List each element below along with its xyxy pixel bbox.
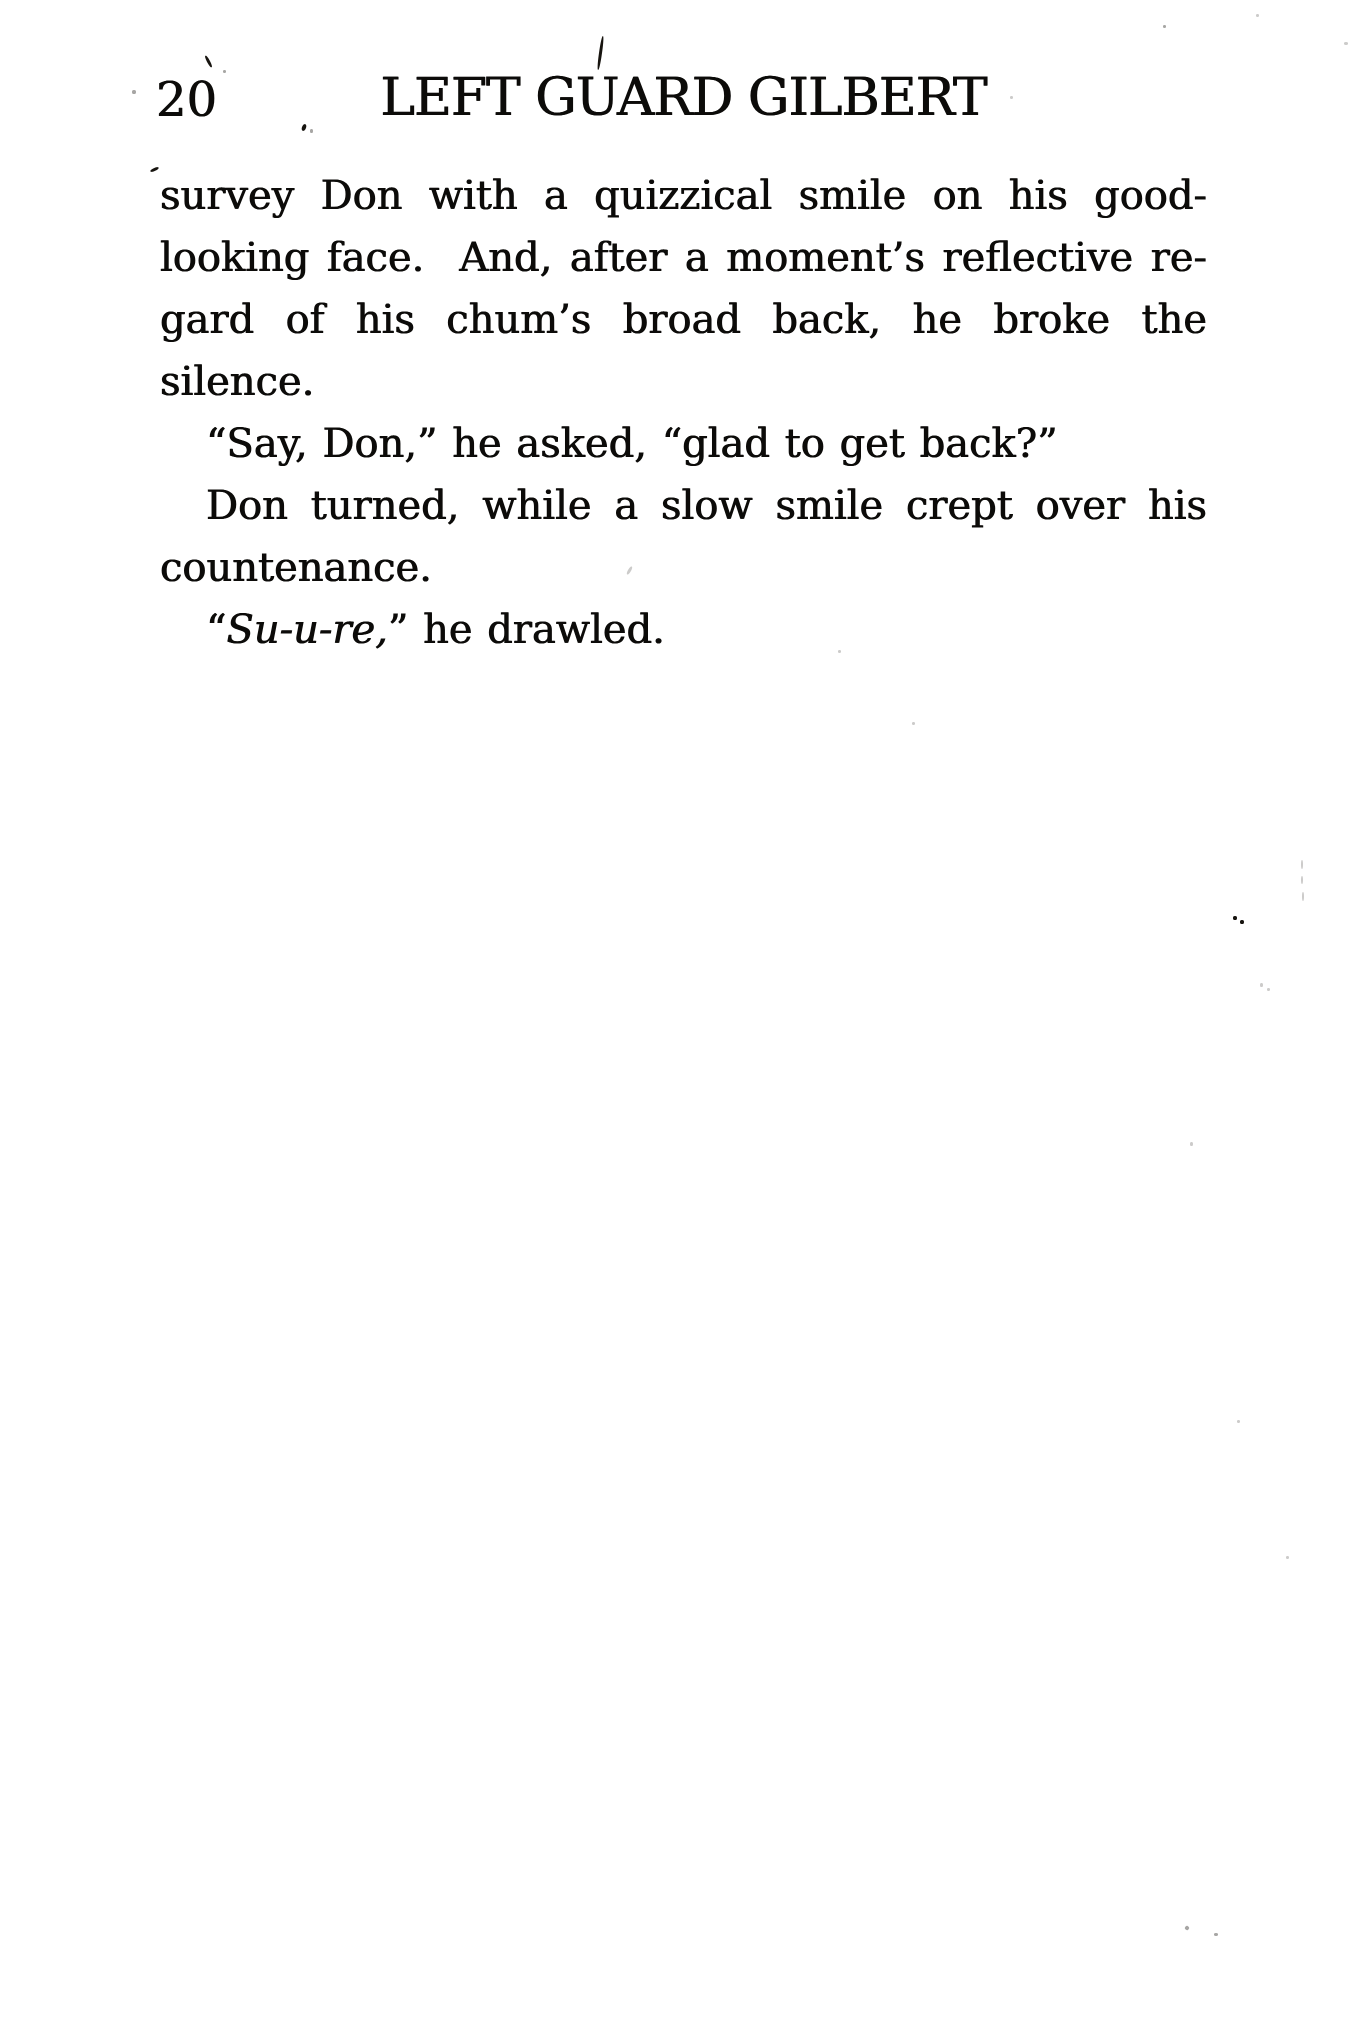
scan-speck [1260, 983, 1263, 987]
scan-speck [1301, 876, 1303, 884]
scan-speck [1214, 1933, 1218, 1936]
scan-speck [310, 129, 313, 133]
quote-open: “ [206, 607, 227, 653]
scan-speck [597, 36, 605, 70]
scan-speck [1286, 1556, 1289, 1559]
text-line-6: Don turned, while a slow smile crept over his [206, 483, 1207, 529]
drawled-word-italic: Su-u-re, [226, 607, 388, 653]
scan-speck [1267, 988, 1270, 991]
scan-speck [301, 124, 307, 132]
scan-speck [912, 722, 915, 725]
text-line-7: countenance. [160, 545, 432, 591]
text-line-8-rest: ” he drawled. [387, 607, 665, 653]
scan-speck [1301, 860, 1303, 869]
scan-speck [1190, 1142, 1193, 1146]
scan-speck [1233, 916, 1237, 920]
scan-speck [1240, 920, 1244, 924]
scan-speck [223, 70, 226, 73]
text-line-3: gard of his chum’s broad back, he broke the [160, 297, 1207, 343]
scan-speck [838, 650, 841, 653]
scan-speck [204, 55, 213, 68]
scan-speck [1344, 42, 1348, 45]
text-line-4: silence. [160, 359, 315, 405]
text-line-2: looking face. And, after a moment’s reflective re- [160, 235, 1207, 281]
scan-speck [1237, 1420, 1240, 1423]
scan-speck [1010, 96, 1013, 99]
running-header-title: LEFT GUARD GILBERT [380, 68, 987, 128]
scan-speck [1163, 25, 1166, 28]
page-number: 20 [156, 72, 218, 128]
scan-speck [1302, 892, 1304, 901]
scan-speck [132, 90, 136, 94]
body-text [160, 165, 1207, 661]
scan-speck [1256, 14, 1259, 17]
scan-speck [150, 166, 159, 173]
text-line-5: “Say, Don,” he asked, “glad to get back?” [206, 421, 1058, 467]
scan-speck [1184, 1925, 1190, 1931]
text-line-1: survey Don with a quizzical smile on his good- [160, 173, 1207, 219]
text-line-8 [160, 599, 1207, 661]
